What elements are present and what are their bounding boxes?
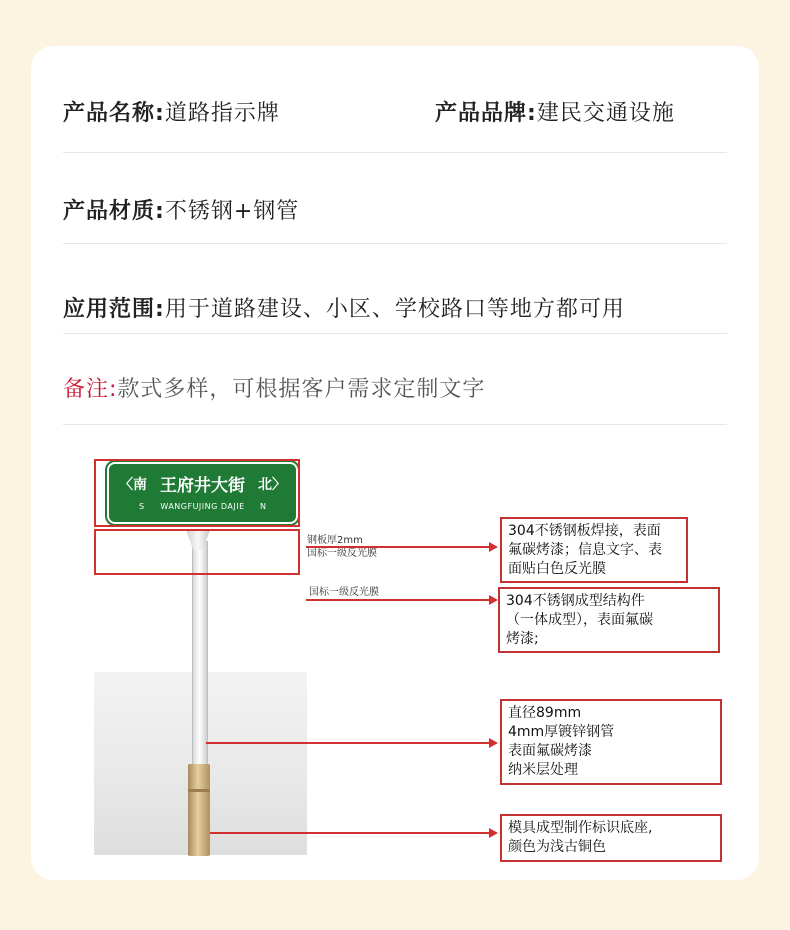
highlight-sign-panel bbox=[94, 459, 300, 527]
product-material-value: 不锈钢+钢管 bbox=[164, 199, 300, 224]
product-scope-value: 用于道路建设、小区、学校路口等地方都可用 bbox=[164, 297, 625, 322]
arrow-head bbox=[489, 828, 498, 838]
arrow-head bbox=[489, 595, 498, 605]
sign-north-letter: N bbox=[260, 502, 266, 511]
arrow-line bbox=[210, 832, 491, 834]
arrow-line bbox=[306, 546, 491, 548]
annotation-box-3: 直径89mm 4mm厚镀锌钢管 表面氟碳烤漆 纳米层处理 bbox=[500, 699, 722, 785]
arrow-head bbox=[489, 542, 498, 552]
annotation-box-1: 304不锈钢板焊接，表面 氟碳烤漆；信息文字、表 面贴白色反光膜 bbox=[500, 517, 688, 583]
sign-pinyin: WANGFUJING DAJIE bbox=[160, 502, 245, 511]
arrow-line bbox=[306, 599, 491, 601]
row-name-brand bbox=[63, 96, 727, 127]
bronze-base bbox=[188, 764, 210, 856]
base-ring bbox=[188, 789, 210, 792]
arrow-head bbox=[489, 738, 498, 748]
divider bbox=[63, 424, 727, 425]
sign-direction-right: 北〉 bbox=[258, 477, 286, 493]
note-value: 款式多样，可根据客户需求定制文字 bbox=[117, 377, 486, 402]
sign-south-letter: S bbox=[139, 502, 145, 511]
product-scope-label: 应用范围: bbox=[63, 297, 165, 322]
row-material bbox=[63, 194, 727, 225]
divider bbox=[63, 243, 727, 244]
product-brand-value: 建民交通设施 bbox=[536, 101, 675, 126]
annotation-box-2: 304不锈钢成型结构件 （一体成型），表面氟碳 烤漆; bbox=[498, 587, 720, 653]
annotation-box-4: 模具成型制作标识底座, 颜色为浅古铜色 bbox=[500, 814, 722, 862]
note-label: 备注: bbox=[63, 377, 118, 402]
product-name-label: 产品名称: bbox=[63, 101, 165, 126]
row-scope bbox=[63, 292, 727, 323]
sign-structure-diagram bbox=[94, 459, 694, 859]
sign-direction-left: 〈南 bbox=[119, 477, 147, 493]
highlight-bracket bbox=[94, 529, 300, 575]
product-material-label: 产品材质: bbox=[63, 199, 165, 224]
product-name-value: 道路指示牌 bbox=[164, 101, 280, 126]
product-brand-label: 产品品牌: bbox=[435, 101, 537, 126]
annotation-label-2: 国标一级反光膜 bbox=[309, 587, 379, 598]
row-note bbox=[63, 372, 727, 403]
product-info-card bbox=[31, 46, 759, 880]
sign-street-name: 王府井大街 bbox=[160, 476, 245, 496]
divider bbox=[63, 152, 727, 153]
arrow-line bbox=[206, 742, 491, 744]
divider bbox=[63, 333, 727, 334]
annotation-label-1: 钢板厚2mm 国标一级反光膜 bbox=[307, 535, 377, 559]
